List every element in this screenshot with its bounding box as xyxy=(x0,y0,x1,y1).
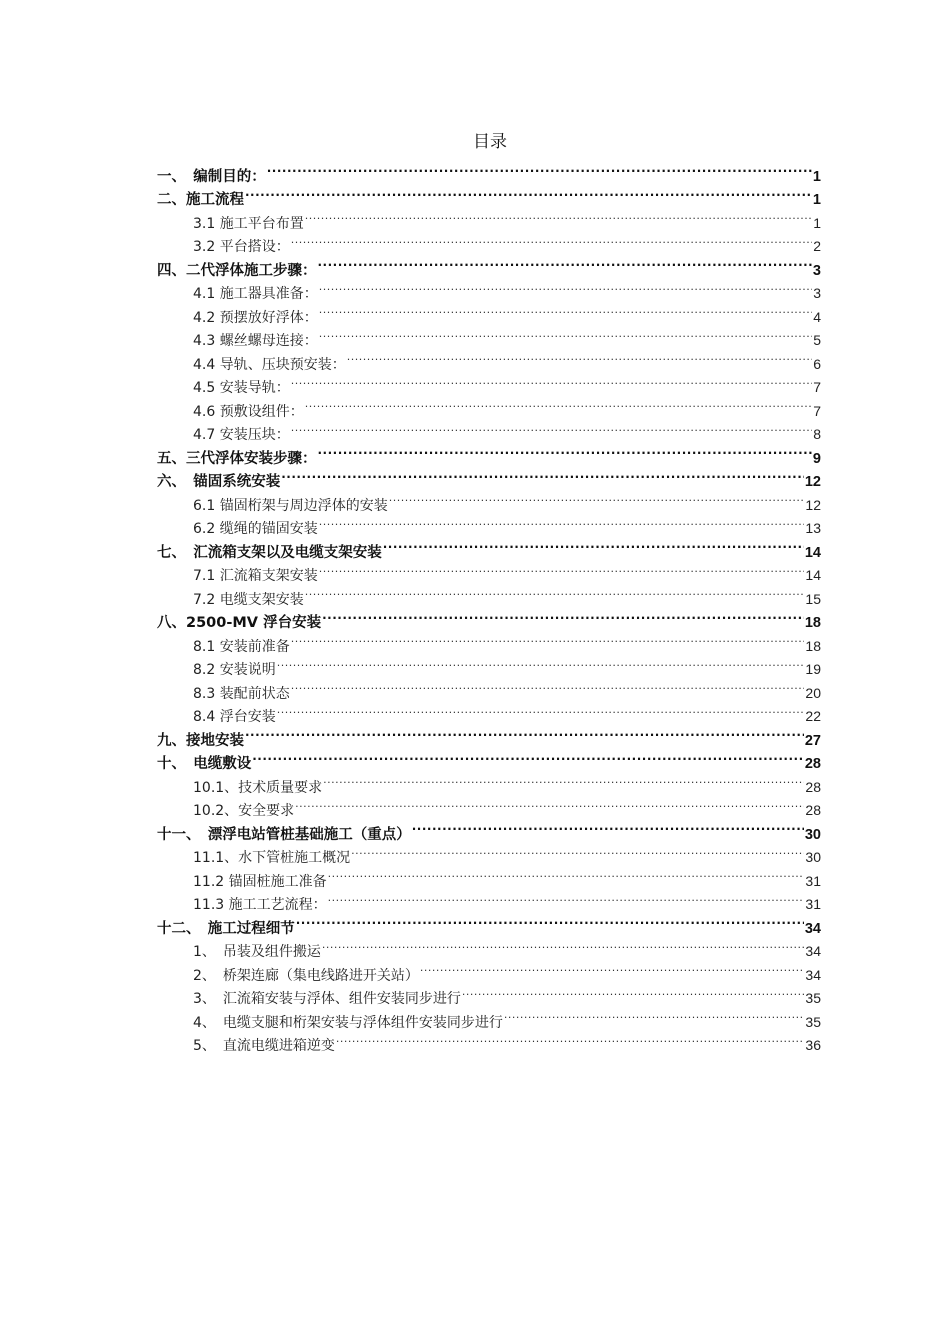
toc-entry-label: 五、三代浮体安装步骤： xyxy=(157,450,317,467)
toc-title: 目录 xyxy=(473,132,507,152)
toc-page-number: 34 xyxy=(804,920,821,937)
toc-entry-label: 6.1 锚固桁架与周边浮体的安装 xyxy=(193,497,388,514)
toc-entry-label: 六、 锚固系统安装 xyxy=(157,474,281,490)
toc-page-number: 35 xyxy=(805,1013,821,1030)
toc-dot-leader xyxy=(305,204,812,228)
toc-entry-label: 七、 汇流箱支架以及电缆支架安装 xyxy=(157,544,382,561)
toc-page-number: 5 xyxy=(813,332,821,348)
toc-page-number: 14 xyxy=(805,567,821,583)
toc-dot-leader xyxy=(504,1003,805,1027)
toc-entry-label: 2、 桥架连廊（集电线路进开关站） xyxy=(193,967,419,984)
toc-dot-leader xyxy=(322,933,805,957)
toc-entry-label: 4.3 螺丝螺母连接： xyxy=(193,333,318,349)
toc-section-entry[interactable] xyxy=(157,157,821,185)
toc-dot-leader xyxy=(305,580,805,604)
toc-entry-label: 7.2 电缆支架安装 xyxy=(193,591,304,608)
toc-page-number: 22 xyxy=(805,708,821,724)
toc-dot-leader xyxy=(245,721,804,745)
toc-entry-label: 4.2 预摆放好浮体： xyxy=(193,309,318,326)
toc-page-number: 1 xyxy=(812,168,821,185)
toc-dot-leader xyxy=(277,698,805,722)
toc-entry-label: 11.2 锚固桩施工准备 xyxy=(193,873,327,890)
toc-dot-leader xyxy=(389,486,805,510)
toc-dot-leader xyxy=(328,886,805,910)
toc-entry-label: 5、 直流电缆进箱逆变 xyxy=(193,1038,335,1054)
toc-entry-label: 6.2 缆绳的锚固安装 xyxy=(193,521,318,537)
toc-page-number: 3 xyxy=(812,262,821,279)
toc-dot-leader xyxy=(347,345,812,369)
toc-dot-leader xyxy=(291,674,805,698)
toc-page-number: 36 xyxy=(805,1037,821,1053)
toc-entry-label: 十二、 施工过程细节 xyxy=(157,920,295,937)
toc-dot-leader xyxy=(383,533,804,557)
toc-page-number: 12 xyxy=(805,496,821,513)
toc-entry-label: 8.3 装配前状态 xyxy=(193,685,290,702)
toc-entry-label: 11.1、水下管桩施工概况 xyxy=(193,850,351,866)
toc-entry-label: 十一、 漂浮电站管桩基础施工（重点） xyxy=(157,826,411,843)
toc-dot-leader xyxy=(319,298,812,322)
toc-page-number: 14 xyxy=(804,544,821,561)
toc-dot-leader xyxy=(245,181,812,205)
toc-entry-label: 11.3 施工工艺流程： xyxy=(193,897,327,913)
toc-dot-leader xyxy=(291,228,812,252)
toc-dot-leader xyxy=(462,980,805,1004)
toc-entry-label: 1、 吊装及组件搬运 xyxy=(193,944,321,960)
toc-entry-label: 4.5 安装导轨： xyxy=(193,380,290,396)
toc-entry-label: 二、施工流程 xyxy=(157,192,244,208)
toc-entry-label: 8.1 安装前准备 xyxy=(193,638,290,655)
toc-page-number: 1 xyxy=(813,214,821,231)
toc-page-number: 1 xyxy=(812,192,821,208)
toc-dot-leader xyxy=(296,909,804,933)
toc-page-number: 28 xyxy=(805,778,821,795)
toc-dot-leader xyxy=(420,956,805,980)
toc-page-number: 7 xyxy=(813,402,821,419)
toc-entry-label: 8.2 安装说明 xyxy=(193,662,276,678)
toc-entry-label: 4.4 导轨、压块预安装： xyxy=(193,356,346,373)
toc-entry-label: 九、接地安装 xyxy=(157,732,244,749)
toc-page-number: 2 xyxy=(813,238,821,254)
toc-dot-leader xyxy=(319,275,812,299)
toc-page-number: 31 xyxy=(805,896,821,912)
toc-page-number: 13 xyxy=(805,520,821,536)
toc-entry-label: 8.4 浮台安装 xyxy=(193,709,276,725)
toc-dot-leader xyxy=(319,322,812,346)
toc-dot-leader xyxy=(412,815,804,839)
toc-page-number: 20 xyxy=(805,684,821,701)
toc-entry-label: 3.1 施工平台布置 xyxy=(193,215,304,232)
toc-page-number: 27 xyxy=(804,732,821,749)
toc-page-number: 35 xyxy=(805,990,821,1006)
toc-dot-leader xyxy=(305,392,812,416)
toc-entry-label: 3.2 平台搭设： xyxy=(193,239,290,255)
toc-entry-label: 4.7 安装压块： xyxy=(193,427,290,443)
toc-entry-label: 十、 电缆敷设 xyxy=(157,756,252,772)
toc-dot-leader xyxy=(323,768,804,792)
toc-entry-label: 4、 电缆支腿和桁架安装与浮体组件安装同步进行 xyxy=(193,1014,503,1031)
toc-dot-leader xyxy=(267,157,812,181)
toc-dot-leader xyxy=(291,369,812,393)
toc-page-number: 19 xyxy=(805,661,821,677)
toc-page-number: 12 xyxy=(804,474,821,490)
toc-dot-leader xyxy=(328,862,805,886)
table-of-contents xyxy=(157,157,821,1054)
toc-page-number: 18 xyxy=(805,637,821,654)
toc-dot-leader xyxy=(277,651,805,675)
toc-page-number: 6 xyxy=(813,355,821,372)
toc-page-number: 28 xyxy=(805,802,821,818)
toc-page-number: 18 xyxy=(804,615,821,631)
toc-dot-leader xyxy=(291,627,805,651)
toc-section-entry[interactable] xyxy=(157,721,821,749)
toc-entry-label: 八、2500-MV 浮台安装 xyxy=(157,615,322,631)
toc-dot-leader xyxy=(295,792,804,816)
toc-page-number: 31 xyxy=(805,872,821,889)
toc-entry-label: 4.6 预敷设组件： xyxy=(193,403,304,420)
toc-page-number: 8 xyxy=(813,426,821,442)
toc-dot-leader xyxy=(336,1027,805,1051)
toc-subsection-entry[interactable] xyxy=(157,768,821,796)
toc-entry-label: 3、 汇流箱安装与浮体、组件安装同步进行 xyxy=(193,991,461,1007)
toc-dot-leader xyxy=(322,604,804,628)
toc-entry-label: 一、 编制目的： xyxy=(157,168,266,185)
toc-entry-label: 4.1 施工器具准备： xyxy=(193,286,318,302)
toc-dot-leader xyxy=(281,463,804,487)
toc-entry-label: 7.1 汇流箱支架安装 xyxy=(193,568,318,584)
toc-dot-leader xyxy=(319,557,805,581)
toc-page-number: 30 xyxy=(804,826,821,843)
toc-page-number: 7 xyxy=(813,379,821,395)
toc-page-number: 34 xyxy=(805,966,821,983)
toc-entry-label: 四、二代浮体施工步骤： xyxy=(157,262,317,279)
toc-subsection-entry[interactable] xyxy=(157,204,821,232)
toc-entry-label: 10.1、技术质量要求 xyxy=(193,779,323,796)
toc-dot-leader xyxy=(318,251,812,275)
toc-section-entry[interactable] xyxy=(157,181,821,208)
toc-dot-leader xyxy=(291,416,812,440)
toc-page-number: 4 xyxy=(813,308,821,325)
toc-dot-leader xyxy=(351,839,804,863)
toc-page-number: 15 xyxy=(805,590,821,607)
toc-dot-leader xyxy=(318,439,812,463)
toc-dot-leader xyxy=(319,510,805,534)
toc-page-number: 28 xyxy=(804,756,821,772)
toc-page-number: 34 xyxy=(805,943,821,959)
toc-page-number: 30 xyxy=(805,849,821,865)
toc-section-entry[interactable] xyxy=(157,745,821,772)
toc-dot-leader xyxy=(252,745,804,769)
toc-page-number: 9 xyxy=(812,450,821,467)
toc-entry-label: 10.2、安全要求 xyxy=(193,803,295,819)
toc-page-number: 3 xyxy=(813,285,821,301)
